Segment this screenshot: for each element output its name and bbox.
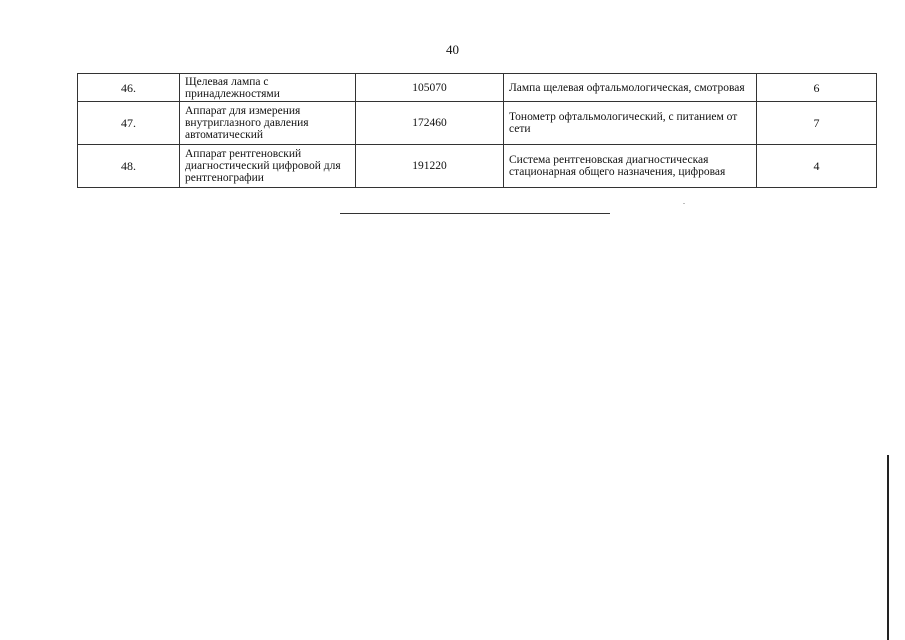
equipment-description: Тонометр офтальмологический, с питанием от сети (504, 102, 757, 145)
table-row (78, 102, 877, 145)
row-number: 47. (78, 102, 180, 145)
equipment-quantity: 7 (757, 102, 877, 145)
table-row (78, 145, 877, 188)
table-row (78, 74, 877, 102)
row-number: 48. (78, 145, 180, 188)
equipment-name: Аппарат для измерения внутриглазного давления автоматический (180, 102, 356, 145)
row-number: 46. (78, 74, 180, 102)
scan-edge-line (887, 455, 889, 640)
equipment-table (77, 73, 877, 188)
equipment-code: 191220 (356, 145, 504, 188)
page-number: 40 (446, 42, 459, 57)
scan-speck (683, 203, 685, 204)
equipment-quantity: 4 (757, 145, 877, 188)
equipment-code: 172460 (356, 102, 504, 145)
equipment-name: Аппарат рентгеновский диагностический цифровой для рентгенографии (180, 145, 356, 188)
equipment-description: Система рентгеновская диагностическая стационарная общего назначения, цифровая (504, 145, 757, 188)
equipment-description: Лампа щелевая офтальмологическая, смотровая (504, 74, 757, 102)
equipment-name: Щелевая лампа с принадлежностями (180, 74, 356, 102)
equipment-code: 105070 (356, 74, 504, 102)
equipment-quantity: 6 (757, 74, 877, 102)
end-separator-line (340, 213, 610, 214)
